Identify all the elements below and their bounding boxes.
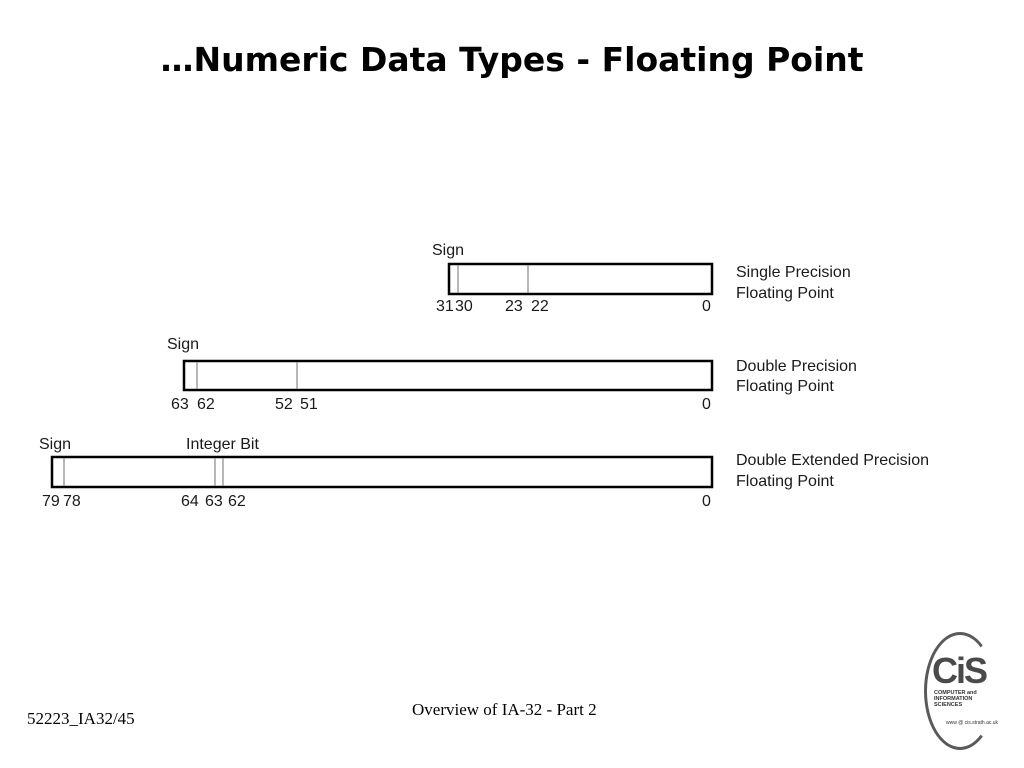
double-precision-format [167,336,857,413]
double-bit-0: 0 [702,396,711,413]
double-name-line2: Floating Point [736,378,834,395]
double-bit-52: 52 [275,396,293,413]
extended-bit-63: 63 [205,493,223,510]
logo-line1: COMPUTER and [934,690,977,696]
double-bit-63: 63 [171,396,189,413]
single-precision-box [449,264,712,294]
extended-bit-79: 79 [42,493,60,510]
double-sign-label: Sign [167,336,200,353]
single-name-line2: Floating Point [736,285,834,302]
extended-integer-bit-label: Integer Bit [186,436,259,453]
double-name-line1: Double Precision [736,358,857,375]
extended-name-line1: Double Extended Precision [736,452,930,469]
double-bit-62: 62 [197,396,215,413]
extended-bit-62: 62 [228,493,246,510]
logo-line2: INFORMATION [934,696,973,702]
single-sign-label: Sign [432,242,465,259]
logo-url: www @ cis.strath.ac.uk [946,720,999,726]
slide-title: …Numeric Data Types - Floating Point [160,40,864,79]
extended-sign-label: Sign [39,436,72,453]
extended-name-line2: Floating Point [736,473,834,490]
double-precision-box [184,361,712,390]
logo-subtitle [934,690,990,708]
extended-precision-box [52,457,712,487]
logo-line3: SCIENCES [934,702,963,708]
single-name-line1: Single Precision [736,264,851,281]
footer-title: Overview of IA-32 - Part 2 [412,700,597,719]
single-bit-30: 30 [455,298,473,315]
extended-bit-64: 64 [181,493,199,510]
extended-precision-format [39,436,929,510]
double-bit-51: 51 [300,396,318,413]
logo-mark: CiS [932,650,987,691]
extended-bit-0: 0 [702,493,711,510]
extended-bit-78: 78 [63,493,81,510]
single-precision-format [432,242,851,315]
single-bit-0: 0 [702,298,711,315]
single-bit-31: 31 [436,298,454,315]
single-bit-22: 22 [531,298,549,315]
slide-number: 52223_IA32/45 [27,709,135,728]
single-bit-23: 23 [505,298,523,315]
cis-logo [924,630,999,748]
